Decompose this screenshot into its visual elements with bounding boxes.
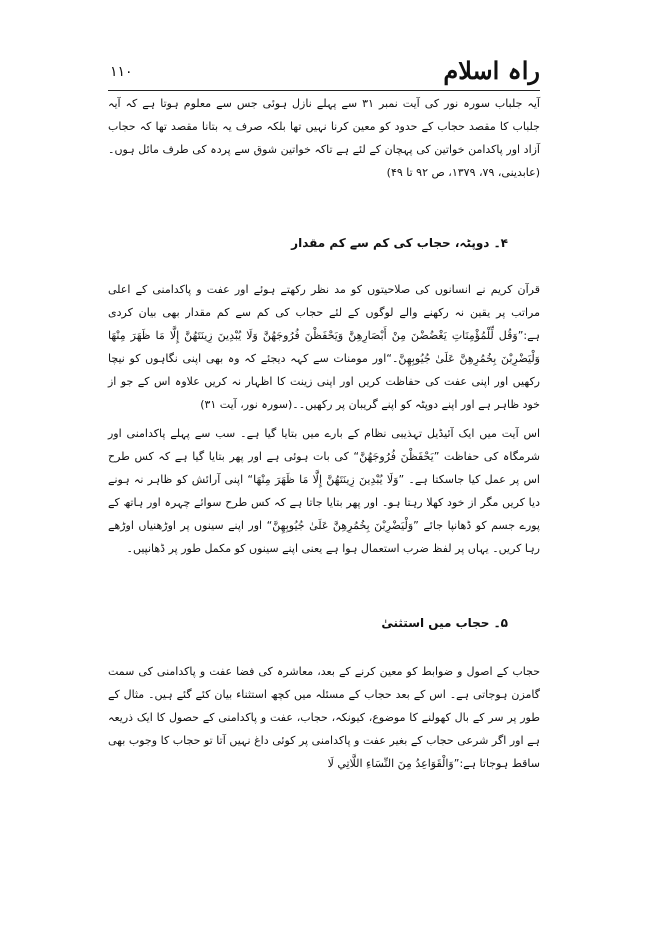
paragraph-text: اس آیت میں ایک آئیڈیل تہذیبی نظام کے بارے میں بتایا گیا ہے۔ سب سے پہلے پاکدامنی اور شرمگاہ کی حفاظت ” [108,427,540,463]
quran-phrase: يَحْفَظْنَ فُرُوجَهُنَّ [359,450,434,463]
paragraph-text: “ کی بات ہوئی ہے اور پھر بتایا گیا ہے کہ کس طرح اس پر عمل کیا جاسکتا ہے۔ ” [108,450,540,486]
quran-verse: وَالْقَوَاعِدُ مِنَ النِّسَاءِ اللَّاتِي لَا [327,757,454,770]
book-title: راہ اسلام [443,56,540,85]
heading-text: ۴۔ دوپٹہ، حجاب کی کم سے کم مقدار [291,236,508,250]
page-number: ۱۱۰ [110,64,133,80]
heading-text: ۵۔ حجاب میں استثنیٰ [381,616,508,630]
paragraph-quran-dupatta [108,278,540,416]
paragraph-text: حجاب کے اصول و ضوابط کو معین کرنے کے بعد، معاشرہ کی فضا عفت و پاکدامنی کی سمت گامزن ہوجاتی ہے۔ اس کے بعد حجاب کے مسئلہ میں کچھ استثناء بیان کئے گئے ہیں۔ مثال کے طور پر سر کے بال کھولنے کا موضوع، کیونکہ، حجاب، عفت و پاکدامنی کے حصول کا ایک ذریعہ ہے اور اگر شرعی حجاب کے بغیر عفت و پاکدامنی پر کوئی داغ نہیں آتا تو حجاب کا وجوب بھی ساقط ہوجاتا ہے:” [108,665,540,770]
paragraph-verse-explanation [108,422,540,560]
quran-verse: وَقُل لِّلْمُؤْمِنَاتِ يَغْضُضْنَ مِنْ أَبْصَارِهِنَّ وَيَحْفَظْنَ فُرُوجَهُنَّ وَلَا يُبْدِينَ زِينَتَهُنَّ إِلَّا مَا ظَهَرَ مِنْهَا وَلْيَضْرِبْنَ بِخُمُرِهِنَّ عَلَىٰ جُيُوبِهِنَّ [108,329,540,365]
paragraph-exception [108,660,540,775]
paragraph-jilbab [108,92,540,184]
paragraph-text: “ اور اپنے سینوں پر اوڑھنیاں اوڑھے رہا کریں۔ یہاں پر لفظ ضرب استعمال ہوا ہے یعنی اپنے سینوں کو مکمل طور پر ڈھانپیں۔ [108,519,540,555]
section-heading-4 [108,236,540,250]
header-divider [108,90,540,91]
paragraph-text: قرآن کریم نے انسانوں کی صلاحیتوں کو مد نظر رکھتے ہوئے اور عفت و پاکدامنی کے اعلی مراتب پر یقین نہ رکھنے والے لوگوں کے لئے حجاب کی کم سے کم مقدار بھی بیان کردی ہے:” [108,283,540,342]
paragraph-text: “ اپنی آرائش کو ظاہر نہ ہونے دیا کریں مگر از خود کھلا رہتا ہو۔ اور پھر بتایا جاتا ہے کہ کس طرح سوائے چہرہ اور ہاتھ کے پورے جسم کو ڈھانپا جائے ” [108,473,540,532]
section-heading-5 [108,616,540,630]
page-header [108,56,540,86]
quran-phrase: وَلَا يُبْدِينَ زِينَتَهُنَّ إِلَّا مَا ظَهَرَ مِنْهَا [253,473,399,486]
paragraph-text: آیہ جلباب سورہ نور کی آیت نمبر ۳۱ سے پہلے نازل ہوئی جس سے معلوم ہوتا ہے کہ آیہ جلباب کا مقصد حجاب کے حدود کو معین کرنا نہیں تھا بلکہ صرف یہ بتانا مقصد تھا کہ حجاب آزاد اور پاکدامن خواتین کی پہچان کے لئے ہے تاکہ خواتین شوق سے پردہ کی طرف مائل ہوں۔(عابدینی، ۷۹، ۱۳۷۹، ص ۹۲ تا ۴۹) [108,97,540,179]
quran-phrase: وَلْيَضْرِبْنَ بِخُمُرِهِنَّ عَلَىٰ جُيُوبِهِنَّ [272,519,414,532]
paragraph-text: ۔“اور مومنات سے کہہ دیجئے کہ وہ بھی اپنی نگاہوں کو نیچا رکھیں اور اپنی عفت کی حفاظت کریں اور اپنی زینت کا اظہار نہ کریں علاوہ اس کے جو از خود ظاہر ہے اور اپنے دوپٹہ کو اپنے گریبان پر رکھیں۔۔(سورہ نور، آیت ۳۱) [108,352,540,411]
